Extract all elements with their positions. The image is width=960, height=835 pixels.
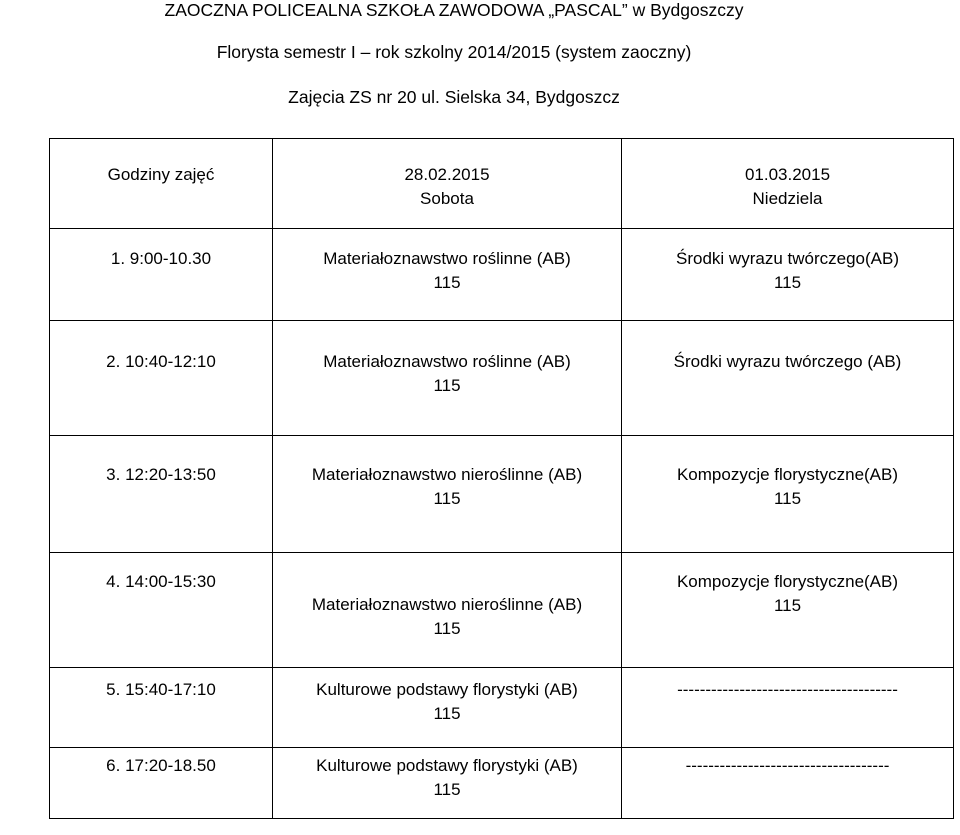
time-cell	[50, 321, 273, 436]
time-slot: 4. 14:00-15:30	[106, 572, 216, 591]
header-hours-label: Godziny zajęć	[107, 165, 215, 184]
day1-cell	[273, 668, 622, 748]
time-slot: 2. 10:40-12:10	[106, 352, 216, 371]
school-name: ZAOCZNA POLICEALNA SZKOŁA ZAWODOWA „PASCAL” w Bydgoszczy	[164, 0, 744, 20]
time-cell	[50, 748, 273, 819]
day2-cell	[622, 748, 954, 819]
room: 115	[773, 596, 802, 615]
room: 115	[433, 619, 461, 638]
course-info: Florysta semestr I – rok szkolny 2014/2015 (system zaoczny)	[216, 42, 692, 62]
subject: Materiałoznawstwo roślinne (AB)	[323, 352, 571, 371]
time-slot: 3. 12:20-13:50	[106, 465, 216, 484]
day1-name: Sobota	[420, 189, 474, 208]
location-info: Zajęcia ZS nr 20 ul. Sielska 34, Bydgoszcz	[288, 87, 620, 107]
day1-date: 28.02.2015	[404, 165, 490, 184]
time-cell	[50, 229, 273, 321]
subject: Kulturowe podstawy florystyki (AB)	[316, 756, 578, 775]
room: 115	[433, 273, 461, 292]
table-header-row	[50, 139, 954, 229]
table-row	[50, 229, 954, 321]
room: 115	[433, 376, 461, 395]
schedule-table	[49, 138, 954, 819]
room: 115	[433, 704, 461, 723]
time-cell	[50, 553, 273, 668]
subject: Kompozycje florystyczne(AB)	[676, 572, 899, 591]
subject: Materiałoznawstwo nieroślinne (AB)	[311, 465, 583, 484]
room: 115	[433, 489, 461, 508]
room: 115	[433, 780, 461, 799]
day2-date: 01.03.2015	[744, 165, 831, 184]
room: 115	[773, 489, 802, 508]
time-slot: 1. 9:00-10.30	[110, 249, 212, 268]
room: 115	[773, 273, 802, 292]
table-row	[50, 748, 954, 819]
day1-cell	[273, 748, 622, 819]
day1-cell	[273, 436, 622, 553]
time-cell	[50, 668, 273, 748]
header-day2-cell	[622, 139, 954, 229]
day2-cell	[622, 321, 954, 436]
time-slot: 6. 17:20-18.50	[106, 756, 216, 775]
subject: Materiałoznawstwo nieroślinne (AB)	[311, 595, 583, 614]
table-row	[50, 436, 954, 553]
subject: Środki wyrazu twórczego (AB)	[673, 352, 902, 371]
table-row	[50, 321, 954, 436]
day2-cell	[622, 229, 954, 321]
empty-slot-dashes: ---------------------------------------	[677, 680, 898, 699]
subject: Kulturowe podstawy florystyki (AB)	[316, 680, 578, 699]
header-hours-cell	[50, 139, 273, 229]
subject: Kompozycje florystyczne(AB)	[676, 465, 899, 484]
day2-cell	[622, 553, 954, 668]
day1-cell	[273, 553, 622, 668]
day1-cell	[273, 229, 622, 321]
day2-cell	[622, 436, 954, 553]
header-day1-cell	[273, 139, 622, 229]
empty-slot-dashes: ------------------------------------	[685, 756, 890, 775]
time-slot: 5. 15:40-17:10	[106, 680, 216, 699]
subject: Środki wyrazu twórczego(AB)	[676, 249, 899, 268]
day2-cell	[622, 668, 954, 748]
table-row	[50, 668, 954, 748]
table-row	[50, 553, 954, 668]
day2-name: Niedziela	[752, 189, 823, 208]
day1-cell	[273, 321, 622, 436]
time-cell	[50, 436, 273, 553]
subject: Materiałoznawstwo roślinne (AB)	[323, 249, 571, 268]
